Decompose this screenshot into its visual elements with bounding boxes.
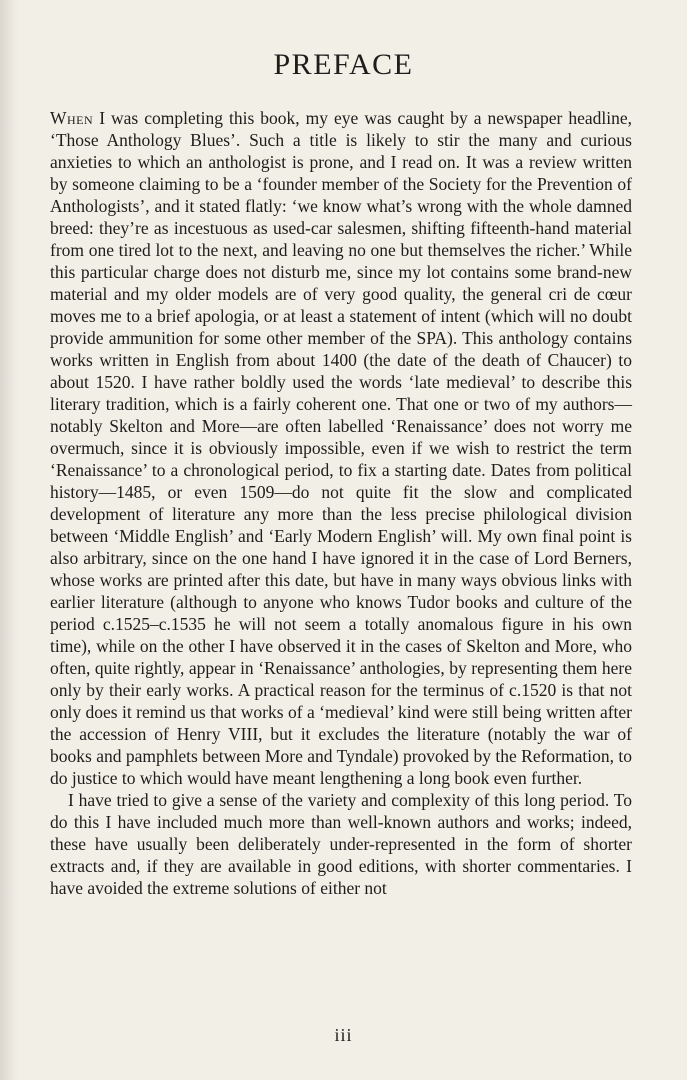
paragraph-2 (50, 789, 632, 899)
page-title: PREFACE (273, 48, 414, 81)
page-number: iii (334, 1025, 353, 1045)
paragraph-text: I was completing this book, my eye was caught by a newspaper headline, ‘Those Anthology Blues’. Such a title is likely to stir the many and curious anxieties to which an anthologist is prone, and I read on. It was a review written by someone claiming to be a ‘founder member of the Society for the Prevention of Anthologists’, and it stated flatly: ‘we know what’s wrong with the whole damned breed: they’re as incestuous as used-car salesmen, shifting fifteenth-hand material from one tired lot to the next, and leaving no one but themselves the richer.’ While this particular charge does not disturb me, since my lot contains some brand-new material and my older models are of very good quality, the general cri de cœur moves me to a brief apologia, or at least a statement of intent (which will no doubt provide ammunition for some other member of the SPA). This anthology contains works written in English from about 1400 (the date of the death of Chaucer) to about 1520. I have rather boldly used the words ‘late medieval’ to describe this literary tradition, which is a fairly coherent one. That one or two of my authors—notably Skelton and More—are often labelled ‘Renaissance’ does not worry me overmuch, since it is obviously impossible, even if we wish to restrict the term ‘Renaissance’ to a chronological period, to fix a starting date. Dates from political history—1485, or even 1509—do not quite fit the slow and complicated development of literature any more than the less precise philological division between ‘Middle English’ and ‘Early Modern English’ will. My own final point is also arbitrary, since on the one hand I have ignored it in the case of Lord Berners, whose works are printed after this date, but have in many ways obvious links with earlier literature (although to anyone who knows Tudor books and culture of the period c.1525–c.1535 he will not seem a totally anomalous figure in his own time), while on the other I have observed it in the cases of Skelton and More, who often, quite rightly, appear in ‘Renaissance’ anthologies, by representing them here only by their early works. A practical reason for the terminus of c.1520 is that not only does it remind us that works of a ‘medieval’ kind were still being written after the accession of Henry VIII, but it excludes the literature (notably the war of books and pamphlets between More and Tyndale) provoked by the Reformation, to do justice to which would have meant lengthening a long book even further. (50, 108, 632, 788)
preface-body (50, 107, 632, 899)
paragraph-1 (50, 107, 632, 789)
paragraph-lead-word: When (50, 108, 94, 128)
paragraph-text: I have tried to give a sense of the variety and complexity of this long period. To do this I have included much more than well-known authors and works; indeed, these have usually been deliberately under-represented in the form of shorter extracts and, if they are available in good editions, with shorter commentaries. I have avoided the extreme solutions of either not (50, 790, 632, 898)
